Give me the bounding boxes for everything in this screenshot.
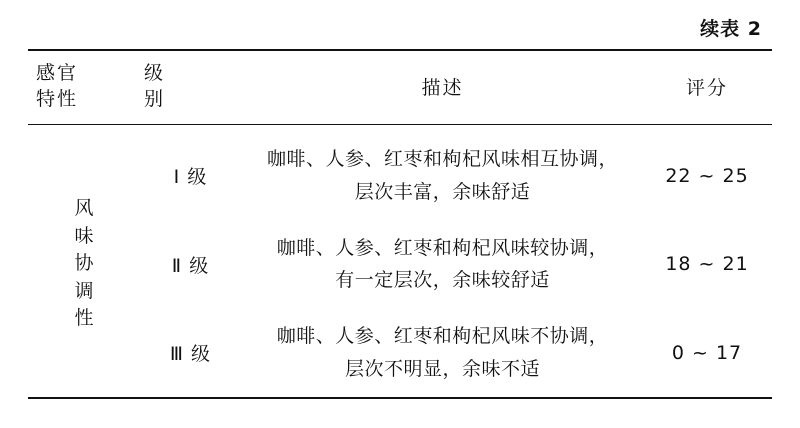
header-attribute-line1: 感官 xyxy=(36,62,79,84)
header-grade-line1: 级 xyxy=(144,62,166,84)
table-row xyxy=(28,220,772,309)
score-cell: 0 ~ 17 xyxy=(671,341,743,364)
grade-cell: Ⅱ 级 xyxy=(171,254,210,277)
header-grade-line2: 别 xyxy=(144,87,166,110)
attribute-char-4: 调 xyxy=(74,279,96,302)
description-line: 咖啡、人参、红枣和枸杞风味不协调， xyxy=(276,325,609,348)
header-score: 评分 xyxy=(642,51,772,125)
table-bottom-rule xyxy=(28,397,772,398)
description-line: 有一定层次，余味较舒适 xyxy=(335,269,550,292)
description-line: 咖啡、人参、红枣和枸杞风味较协调， xyxy=(276,236,609,259)
description-line: 层次丰富，余味舒适 xyxy=(354,180,531,203)
description-cell xyxy=(243,131,642,220)
attribute-cell xyxy=(28,131,138,397)
table-header-row xyxy=(28,51,772,125)
table-body xyxy=(28,125,772,398)
score-cell: 18 ~ 21 xyxy=(665,253,749,276)
sensory-evaluation-table xyxy=(28,49,772,399)
attribute-char-1: 风 xyxy=(74,197,96,220)
attribute-char-2: 味 xyxy=(74,224,96,247)
table-header xyxy=(28,50,772,125)
description-cell xyxy=(243,220,642,309)
header-grade xyxy=(138,51,243,125)
table-row xyxy=(28,308,772,397)
table-row xyxy=(28,131,772,220)
attribute-char-3: 协 xyxy=(74,252,96,275)
grade-cell: Ⅰ 级 xyxy=(173,166,208,189)
attribute-char-5: 性 xyxy=(74,307,96,330)
grade-cell: Ⅲ 级 xyxy=(169,343,212,366)
table-caption: 续表 2 xyxy=(700,18,762,40)
description-line: 咖啡、人参、红枣和枸杞风味相互协调， xyxy=(266,148,618,171)
header-description: 描述 xyxy=(243,51,642,125)
header-attribute-line2: 特性 xyxy=(36,87,79,110)
header-attribute xyxy=(28,51,138,125)
description-line: 层次不明显，余味不适 xyxy=(344,357,540,380)
description-cell xyxy=(243,308,642,397)
score-cell: 22 ~ 25 xyxy=(665,164,749,187)
